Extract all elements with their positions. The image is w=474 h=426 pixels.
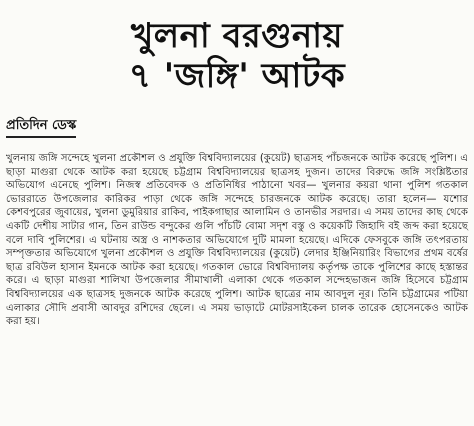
byline: প্রতিদিন ডেস্ক	[6, 118, 76, 138]
article-paragraph: খুলনায় জঙ্গি সন্দেহে খুলনা প্রকৌশল ও প্রযুক্তি বিশ্ববিদ্যালয়ের (কুয়েট) ছাত্রসহ পাঁচজনকে আটক করেছে পুলিশ। এ ছাড়া মাগুরা থেকে আটক করা হয়েছে চট্টগ্রাম বিশ্ববিদ্যালয়ের ছাত্রসহ দুজন। তাদের বিরুদ্ধে জঙ্গি সংশ্লিষ্টতার অভিযোগ এনেছে পুলিশ। নিজস্ব প্রতিবেদক ও প্রতিনিধির পাঠানো খবর— খুলনার কয়রা থানা পুলিশ গতকাল ভোররাতে উপজেলার কারিকর পাড়া থেকে জঙ্গি সন্দেহে চারজনকে আটক করেছে। তারা হলেন— যশোর কেশবপুরের জুবায়ের, খুলনা ডুমুরিয়ার রাকিব, পাইকগাছার আলামিন ও তানভীর সরদার। এ সময় তাদের কাছ থেকে একটি দেশীয় সাটার গান, তিন রাউন্ড বন্দুকের গুলি পাঁচটি বোমা সদৃশ বস্তু ও কয়েকটি জিহাদি বই জব্দ করা হয়েছে বলে দাবি পুলিশের। এ ঘটনায় অস্ত্র ও নাশকতার অভিযোগে দুটি মামলা হয়েছে। এদিকে ফেসবুকে জঙ্গি তৎপরতায় সম্পৃক্ততার অভিযোগে খুলনা প্রকৌশল ও প্রযুক্তি বিশ্ববিদ্যালয়ের (কুয়েট) লেদার ইঞ্জিনিয়ারিং বিভাগের প্রথম বর্ষের ছাত্র রবিউল হাসান ইমনকে আটক করা হয়েছে। গতকাল ভোরে বিশ্ববিদ্যালয় কর্তৃপক্ষ তাকে পুলিশের কাছে হস্তান্তর করে। এ ছাড়া মাগুরা শালিখা উপজেলার সীমাখালী এলাকা থেকে গতকাল সন্দেহভাজন জঙ্গি হিসেবে চট্টগ্রাম বিশ্ববিদ্যালয়ের এক ছাত্রসহ দুজনকে আটক করেছে পুলিশ। আটক ছাত্রের নাম আবদুল নূর। তিনি চট্টগ্রামের পটিয়া এলাকার সৌদি প্রবাসী আবদুর রশিদের ছেলে। এ সময় ভাড়াটে মোটরসাইকেল চালক তারেক হোসেনকেও আটক করা হয়।	[6, 153, 468, 328]
headline-line-1: খুলনা বরগুনায়	[130, 16, 344, 56]
headline-line-2: ৭ 'জঙ্গি' আটক	[128, 56, 346, 96]
headline	[0, 0, 474, 96]
article-body	[6, 152, 468, 329]
